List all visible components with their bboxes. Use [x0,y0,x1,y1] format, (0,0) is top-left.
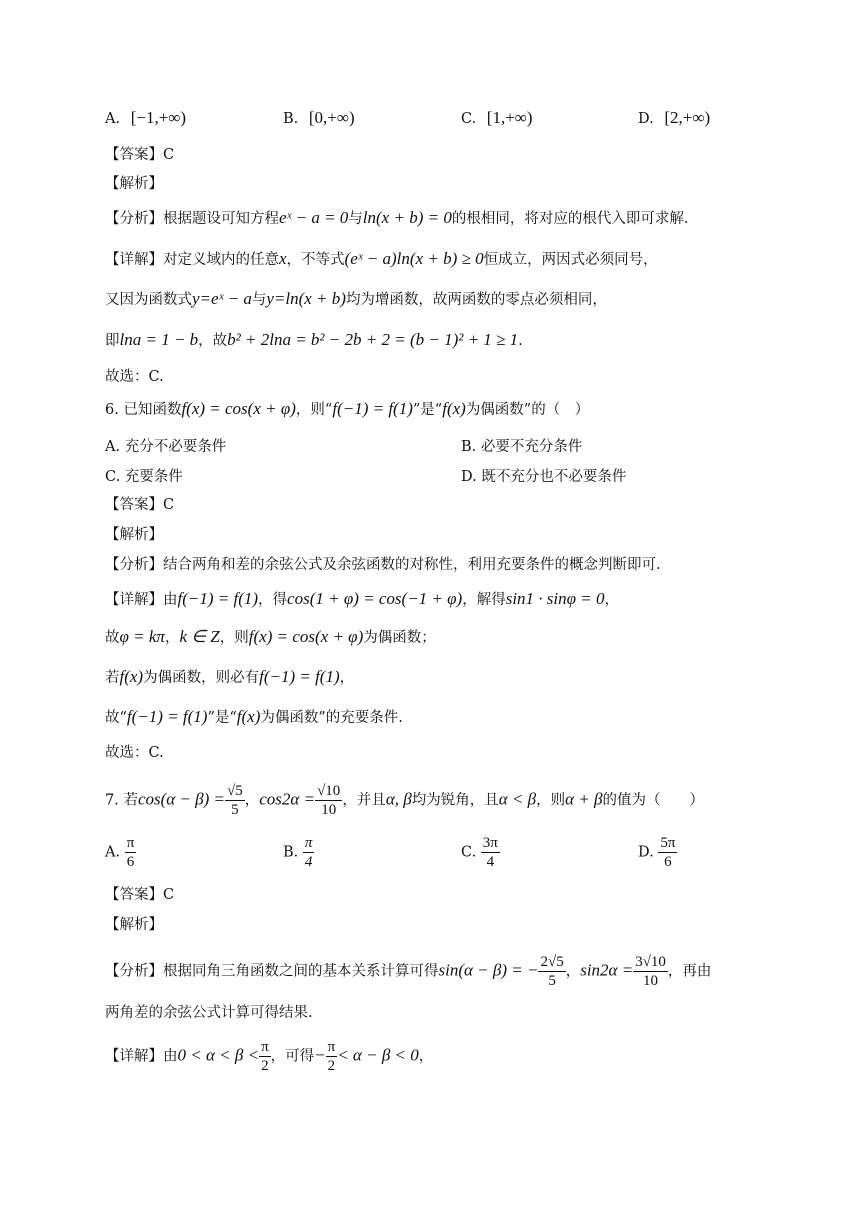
numerator: 2√5 [540,954,564,970]
option-label: A. [105,439,121,455]
q5-line2 [105,289,607,310]
denominator: 4 [486,854,495,870]
math: (eˣ − a)ln(x + b) ≥ 0 [344,249,484,268]
math: lna = 1 − b [119,330,199,349]
math: ln(x + b) = 0 [362,208,452,227]
math: 0 < α < β < [177,1045,260,1065]
math: α < β [498,789,537,809]
q5-answer: 【答案】C [105,147,175,163]
math: sin1 · sinφ = 0 [505,589,605,608]
text: ，不等式 [286,252,345,268]
math: f(x) [442,399,466,418]
text: ”是“ [412,402,443,418]
text: ， [565,963,581,980]
option-value: [2,+∞) [664,108,711,127]
fraction [538,953,565,990]
math: f(x) = cos(x + φ) [181,399,296,418]
text: ，则“ [295,402,333,418]
option-label: C. [461,111,477,127]
q6-stem [105,399,589,420]
math: cos2α = [259,789,316,809]
numerator: π [126,835,135,851]
denominator: 4 [304,854,313,870]
text: 【分析】根据同角三角函数之间的基本关系计算可得 [105,963,439,980]
fraction [225,782,245,819]
denominator: 6 [126,854,135,870]
text: ， [244,792,260,809]
denominator: 2 [327,1058,336,1074]
q7-option-d [638,834,677,871]
fraction [326,1038,338,1075]
text: 故 [105,630,120,646]
fraction [259,1038,271,1075]
option-label: D. [461,469,477,485]
numerator: 5π [660,835,676,851]
numerator: π [304,835,313,851]
option-label: D. [638,111,654,127]
q6-d2 [105,627,436,648]
denominator: 10 [321,802,337,818]
math: cos(α − β) = [137,789,226,809]
denominator: 5 [548,973,556,989]
text: 恒成立，两因式必须同号， [483,252,658,268]
text: . [518,333,523,349]
q5-fenxi [105,208,688,229]
denominator: 2 [261,1058,269,1074]
text: 【详解】由 [105,592,178,608]
q5-option-d [638,108,710,128]
option-value: 充要条件 [124,469,183,485]
text: 故“ [105,710,127,726]
text: 与 [251,292,267,308]
numerator: √10 [317,783,341,799]
text: 的值为（ ） [602,792,704,809]
text: 又因为函数式 [105,292,192,308]
numerator: 3√10 [635,954,666,970]
text: ，故 [198,333,228,349]
numerator: π [327,1039,336,1055]
text: ， [418,1048,434,1065]
text: 的根相同，将对应的根代入即可求解. [451,211,689,227]
text: ，再由 [667,963,712,980]
denominator: 10 [643,973,659,989]
q7-jiexi-heading: 【解析】 [105,917,163,933]
denominator: 6 [664,854,672,870]
q6-fenxi: 【分析】结合两角和差的余弦公式及余弦函数的对称性，利用充要条件的概念判断即可. [105,557,661,573]
math: cos(1 + φ) = cos(−1 + φ) [287,589,463,608]
math: y=eˣ − a [192,289,252,308]
q5-option-c [461,108,533,128]
option-label: B. [461,439,477,455]
option-label: C. [105,469,121,485]
numerator: π [261,1039,269,1055]
fraction [633,953,668,990]
math: sin2α = [580,960,634,980]
text: 为偶函数”的（ ） [465,402,590,418]
math: b² + 2lna = b² − 2b + 2 = (b − 1)² + 1 ≥ 1 [227,330,519,349]
text: ，可得 [270,1048,315,1065]
text: 【分析】根据题设可知方程 [105,211,279,227]
text: 与 [348,211,363,227]
q5-guxuan: 故选：C. [105,369,164,385]
q7-fenxi [105,953,711,990]
text: 【详解】对定义域内的任意 [105,252,279,268]
math: f(x) = cos(x + φ) [248,627,364,646]
text: ， [164,630,180,646]
q6-d1 [105,589,619,610]
text: ，则 [536,792,566,809]
numerator: 3π [482,835,498,851]
q6-d3 [105,667,354,688]
option-value: 充分不必要条件 [124,439,227,455]
text: 【详解】由 [105,1048,178,1065]
option-label: B. [283,111,299,127]
text: ，并且 [342,792,386,809]
q6-option-d [461,465,626,486]
math: − [314,1045,326,1065]
text: 6. 已知函数 [105,402,182,418]
math: f(x) [236,707,261,726]
q6-option-c [105,465,183,486]
text: 7. 若 [105,792,138,809]
math: α, β [385,789,412,809]
option-value: [−1,+∞) [130,108,187,127]
q5-option-b [283,108,355,128]
q7-fenxi-line2: 两角差的余弦公式计算可得结果. [105,1005,313,1021]
fraction [315,782,342,819]
math: f(−1) = f(1) [332,399,413,418]
q7-d1 [105,1038,433,1075]
text: ，则 [219,630,249,646]
math: φ = kπ [119,627,165,646]
text: 为偶函数，则必有 [143,670,260,686]
math: α + β [565,789,603,809]
text: ， [339,670,355,686]
option-value: 必要不充分条件 [480,439,583,455]
q7-option-b [283,834,314,871]
math: k ∈ Z [179,627,220,646]
q7-option-c [461,834,500,871]
option-value: 既不充分也不必要条件 [481,469,627,485]
q7-stem [105,782,704,819]
numerator: √5 [227,783,243,799]
text: 为偶函数； [363,630,436,646]
text: ，解得 [462,592,506,608]
text: 均为增函数，故两函数的零点必须相同， [345,292,607,308]
math: x [279,249,287,268]
text: ， [604,592,620,608]
text: 均为锐角，且 [411,792,499,809]
q6-d4 [105,707,403,728]
q5-line3 [105,330,523,351]
math: f(−1) = f(1) [259,667,340,686]
math: y=ln(x + b) [266,289,346,308]
q6-option-a [105,435,226,456]
q6-answer: 【答案】C [105,497,175,513]
option-label: D. [638,844,654,861]
option-value: [1,+∞) [486,108,533,127]
math: eˣ − a = 0 [279,208,349,227]
option-label: B. [283,844,299,861]
text: 若 [105,670,120,686]
math: < α − β < 0 [337,1045,419,1065]
q7-answer: 【答案】C [105,887,175,903]
text: 为偶函数”的充要条件. [260,710,403,726]
option-label: A. [105,844,121,861]
math: sin(α − β) = − [438,960,539,980]
text: ，得 [258,592,288,608]
option-label: C. [461,844,477,861]
q6-jiexi-heading: 【解析】 [105,527,163,543]
text: ”是“ [207,710,237,726]
text: 即 [105,333,120,349]
fraction [481,834,500,871]
q5-option-a [105,108,186,128]
math: f(−1) = f(1) [126,707,208,726]
fraction [658,834,677,871]
q6-guxuan: 故选：C. [105,745,164,761]
q5-xiangjie [105,249,658,270]
option-label: A. [105,111,121,127]
q5-jiexi-heading: 【解析】 [105,176,163,192]
math: f(−1) = f(1) [177,589,259,608]
fraction [125,834,137,871]
q7-option-a [105,834,136,871]
math: f(x) [119,667,144,686]
q6-option-b [461,435,582,456]
fraction [303,834,315,871]
option-value: [0,+∞) [308,108,355,127]
denominator: 5 [231,802,239,818]
